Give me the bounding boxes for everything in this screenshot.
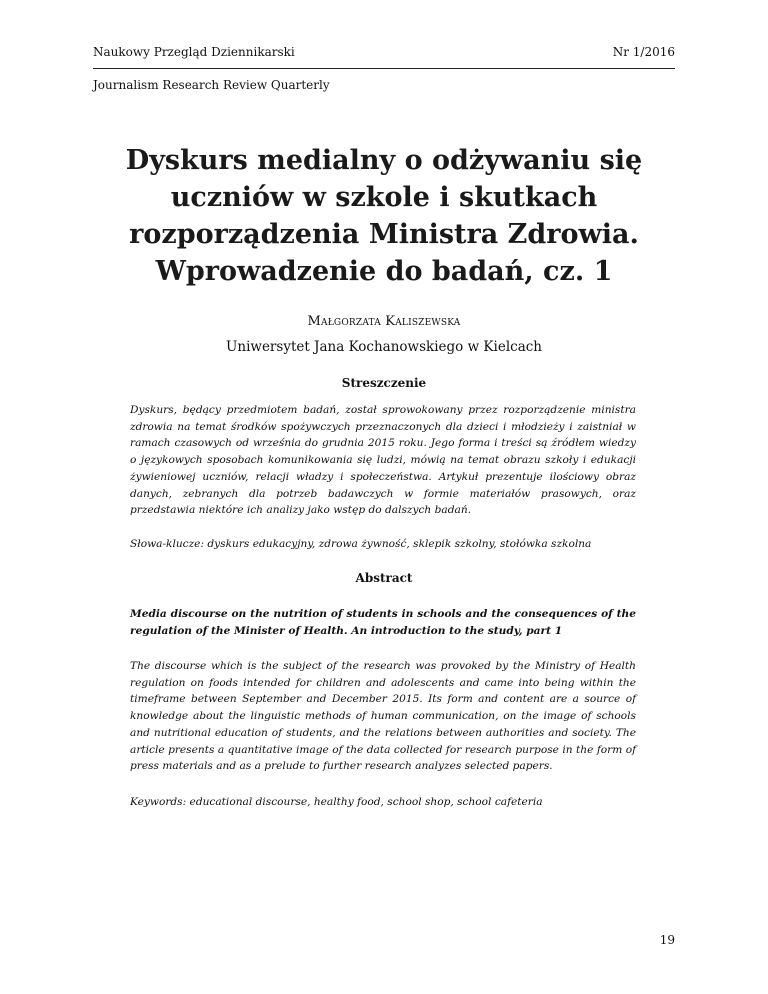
- abstract-pl-text: Dyskurs, będący przedmiotem badań, został sprowokowany przez rozporządzenie ministra zdrowia na temat środków spożywczych przeznaczonych dla dzieci i młodzieży i zaistniał w ramach czasowych od września do grudnia 2015 roku. Jego forma i treści są źródłem wiedzy o językowych sposobach komunikowania się ludzi, mówią na temat obrazu szkoły i edukacji żywieniowej uczniów, relacji władzy i społeczeństwa. Artykuł prezentuje ilościowy obraz danych, zebranych dla potrzeb badawczych w formie materiałów prasowych, oraz przedstawia niektóre ich analizy jako wstęp do dalszych badań.: [130, 404, 636, 517]
- title-line-2: uczniów w szkole i skutkach: [170, 182, 598, 213]
- title-line-4: Wprowadzenie do badań, cz. 1: [155, 256, 613, 287]
- abstract-pl-heading: Streszczenie: [341, 376, 427, 390]
- keywords-en: Keywords: educational discourse, healthy food, school shop, school cafeteria: [130, 796, 543, 808]
- article-title: [96, 142, 672, 290]
- page-number: 19: [659, 933, 675, 947]
- journal-name-en: Journalism Research Review Quarterly: [93, 78, 330, 92]
- author-name: Małgorzata Kaliszewska: [307, 314, 461, 329]
- article-title-en: Media discourse on the nutrition of students in schools and the consequences of the regulation of the Minister of Health. An introduction to the study, part 1: [130, 608, 636, 637]
- author-affiliation: Uniwersytet Jana Kochanowskiego w Kielcach: [226, 339, 542, 355]
- title-line-1: Dyskurs medialny o odżywaniu się: [125, 145, 643, 176]
- title-line-3: rozporządzenia Ministra Zdrowia.: [129, 219, 639, 250]
- journal-name-pl: Naukowy Przegląd Dziennikarski: [93, 45, 295, 59]
- issue-number: Nr 1/2016: [612, 45, 675, 59]
- header-rule: [93, 68, 675, 69]
- abstract-en-text: The discourse which is the subject of the research was provoked by the Ministry of Health regulation on foods intended for children and adolescents and came into being within the timeframe between September and December 2015. Its form and content are a source of knowledge about the linguistic methods of human communication, on the image of schools and nutritional education of students, and the relations between authorities and society. The article presents a quantitative image of the data collected for research purpose in the form of press materials and as a prelude to further research analyzes selected papers.: [130, 660, 636, 773]
- keywords-pl: Słowa-klucze: dyskurs edukacyjny, zdrowa żywność, sklepik szkolny, stołówka szkolna: [130, 538, 592, 550]
- running-head: [93, 44, 675, 60]
- abstract-en-heading: Abstract: [355, 571, 413, 585]
